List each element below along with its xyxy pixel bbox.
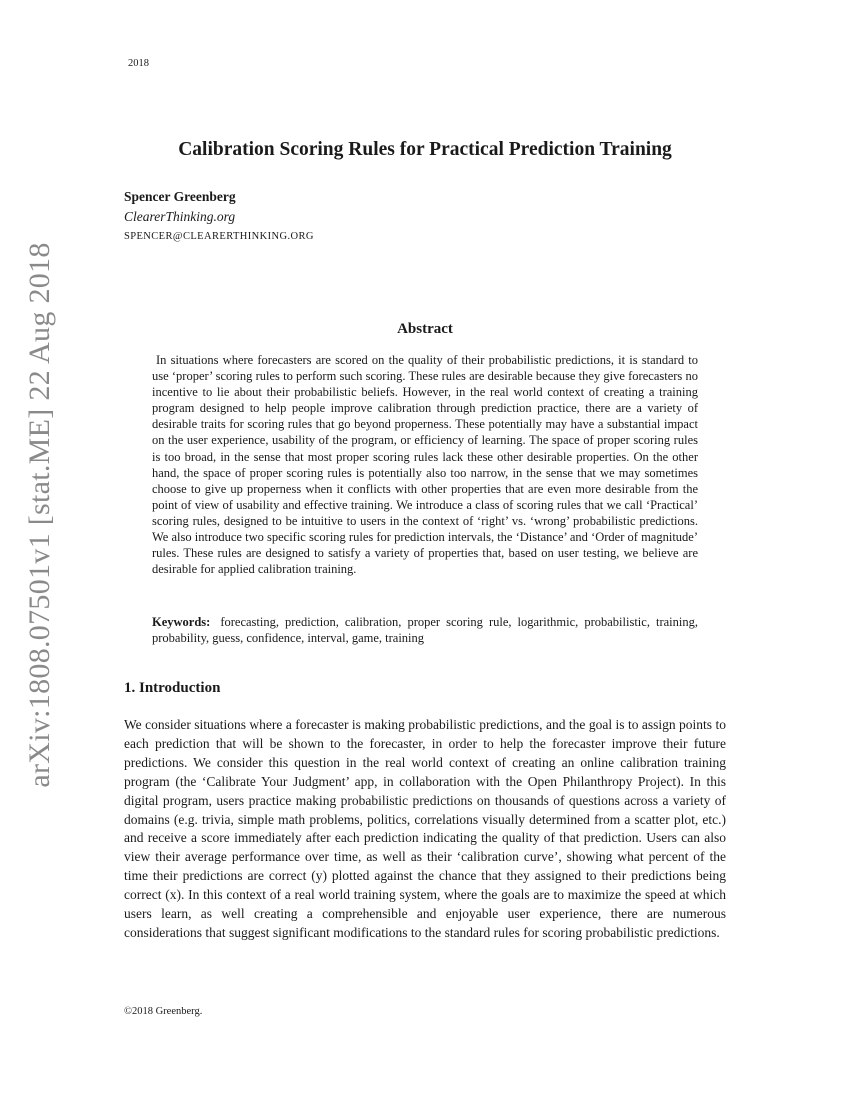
- author-email: SPENCER@CLEARERTHINKING.ORG: [124, 231, 314, 242]
- keywords: [152, 614, 698, 646]
- paper-title: Calibration Scoring Rules for Practical Prediction Training: [178, 139, 672, 160]
- introduction-paragraph: We consider situations where a forecaster is making probabilistic predictions, and the goal is to assign points to each prediction that will be shown to the forecaster, in order to help the forecaster improve their future predictions. We consider this question in the real world context of creating an online calibration training program (the ‘Calibrate Your Judgment’ app, in collaboration with the Open Philanthropy Project). In this digital program, users practice making probabilistic predictions on thousands of questions across a variety of domains (e.g. trivia, simple math problems, politics, correlations visually determined from a scatter plot, etc.) and receive a score immediately after each prediction indicating the quality of that prediction. Users can also view their average performance over time, as well as their ‘calibration curve’, showing what percent of the time their predictions are correct (y) plotted against the chance that they assigned to their predictions being correct (x). In this context of a real world training system, where the goals are to maximize the speed at which users learn, as well creating a comprehensible and enjoyable user experience, there are numerous considerations that suggest significant modifications to the standard rules for scoring probabilistic predictions.: [124, 717, 726, 940]
- arxiv-stamp-text: arXiv:1808.07501v1 [stat.ME] 22 Aug 2018: [23, 242, 56, 788]
- abstract-body: In situations where forecasters are scored on the quality of their probabilistic predictions, it is standard to use ‘proper’ scoring rules to perform such scoring. These rules are desirable because they give forecasters no incentive to lie about their probabilistic beliefs. However, in the real world context of creating a training program designed to help people improve calibration through prediction practice, there are a variety of desirable traits for scoring rules that go beyond properness. These potentially may have a substantial impact on the user experience, usability of the program, or efficiency of learning. The space of proper scoring rules is too broad, in the sense that most proper scoring rules lack these other desirable properties. On the other hand, the space of proper scoring rules is potentially also too narrow, in the sense that we may sometimes choose to give up properness when it conflicts with other properties that are even more desirable from the point of view of usability and effective training. We introduce a class of scoring rules that we call ‘Practical’ scoring rules, designed to be intuitive to users in the context of ‘right’ vs. ‘wrong’ probabilistic predictions. We also introduce two specific scoring rules for prediction intervals, the ‘Distance’ and ‘Order of magnitude’ rules. These rules are designed to satisfy a variety of properties that, based on user testing, we believe are desirable for applied calibration training.: [152, 353, 698, 577]
- copyright-notice: ©2018 Greenberg.: [124, 1006, 203, 1017]
- author-block: [124, 187, 314, 247]
- keywords-list: forecasting, prediction, calibration, proper scoring rule, logarithmic, probabilistic, training, probability, guess, confidence, interval, game, training: [152, 615, 698, 646]
- keywords-label: Keywords:: [152, 615, 211, 629]
- section-heading-introduction: 1. Introduction: [124, 680, 221, 696]
- author-affiliation: ClearerThinking.org: [124, 209, 236, 224]
- author-name: Spencer Greenberg: [124, 189, 236, 204]
- abstract-heading: Abstract: [397, 321, 453, 337]
- header-year: 2018: [128, 58, 149, 69]
